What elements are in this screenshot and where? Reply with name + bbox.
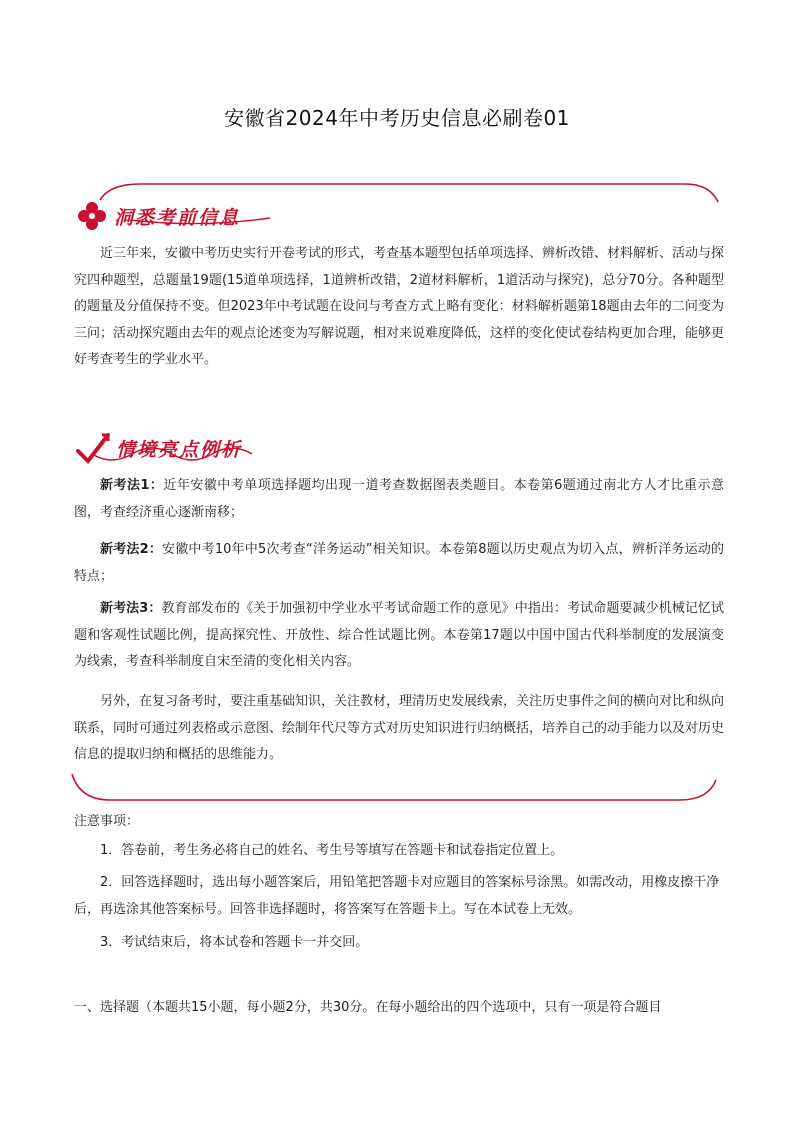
highlight-text: 安徽中考10年中5次考查“洋务运动”相关知识。本卷第8题以历史观点为切入点，辨析洋务运动的特点； <box>74 542 724 584</box>
note-item-1: 1．答卷前，考生务必将自己的姓名、考生号等填写在答题卡和试卷指定位置上。 <box>100 843 564 858</box>
highlight-label: 新考法1： <box>100 478 164 493</box>
section-frame-bottom <box>70 770 720 810</box>
note-item-2: 2．回答选择题时，选出每小题答案后，用铅笔把答题卡对应题目的答案标号涂黑。如需改动，用橡皮擦干净后，再选涂其他答案标号。回答非选择题时，将答案写在答题卡上。写在本试卷上无效。 <box>74 875 720 917</box>
flower-icon <box>76 200 108 232</box>
section-title: 洞悉考前信息 <box>114 206 241 229</box>
section-heading-highlights <box>76 428 252 468</box>
highlight-text: 教育部发布的《关于加强初中学业水平考试命题工作的意见》中指出：考试命题要减少机械记忆试题和客观性试题比例，提高探究性、开放性、综合性试题比例。本卷第17题以中国中国古代科举制度的发展演变为线索，考查科举制度自宋至清的变化相关内容。 <box>74 601 724 669</box>
notes-title: 注意事项： <box>74 814 140 829</box>
highlight-text: 近年安徽中考单项选择题均出现一道考查数据图表类题目。本卷第6题通过南北方人才比重示意图，考查经济重心逐渐南移； <box>74 478 724 520</box>
heading-underline <box>130 214 270 244</box>
part-one-heading: 一、选择题（本题共15小题，每小题2分，共30分。在每小题给出的四个选项中，只有一项是符合题目 <box>74 1000 662 1015</box>
note-item-3: 3．考试结束后，将本试卷和答题卡一并交回。 <box>100 935 369 950</box>
highlight-item-1 <box>74 473 724 526</box>
section1-paragraph: 近三年来，安徽中考历史实行开卷考试的形式，考查基本题型包括单项选择、辨析改错、材料解析、活动与探究四种题型，总题量19题(15道单项选择，1道辨析改错，2道材料解析，1道活动与探究)，总分70分。各种题型的题量及分值保持不变。但2023年中考试题在设问与考查方式上略有变化：材料解析题第18题由去年的二问变为三问；活动探究题由去年的观点论述变为写解说题，相对来说难度降低，这样的变化使试卷结构更加合理，能够更好考查考生的学业水平。 <box>74 246 725 367</box>
section-title: 情境亮点例析 <box>116 438 243 461</box>
section-heading-exam-info <box>76 196 270 236</box>
highlight-item-3 <box>74 596 724 676</box>
highlight-label: 新考法2： <box>100 542 163 557</box>
document-title: 安徽省2024年中考历史信息必刷卷01 <box>224 106 570 130</box>
section2-extra-paragraph: 另外，在复习备考时，要注重基础知识，关注教材，理清历史发展线索，关注历史事件之间的横向对比和纵向联系，同时可通过列表格或示意图、绘制年代尺等方式对历史知识进行归纳概括，培养自己的动手能力以及对历史信息的提取归纳和概括的思维能力。 <box>74 694 725 762</box>
highlight-item-2 <box>74 537 724 590</box>
highlight-label: 新考法3： <box>100 601 162 616</box>
